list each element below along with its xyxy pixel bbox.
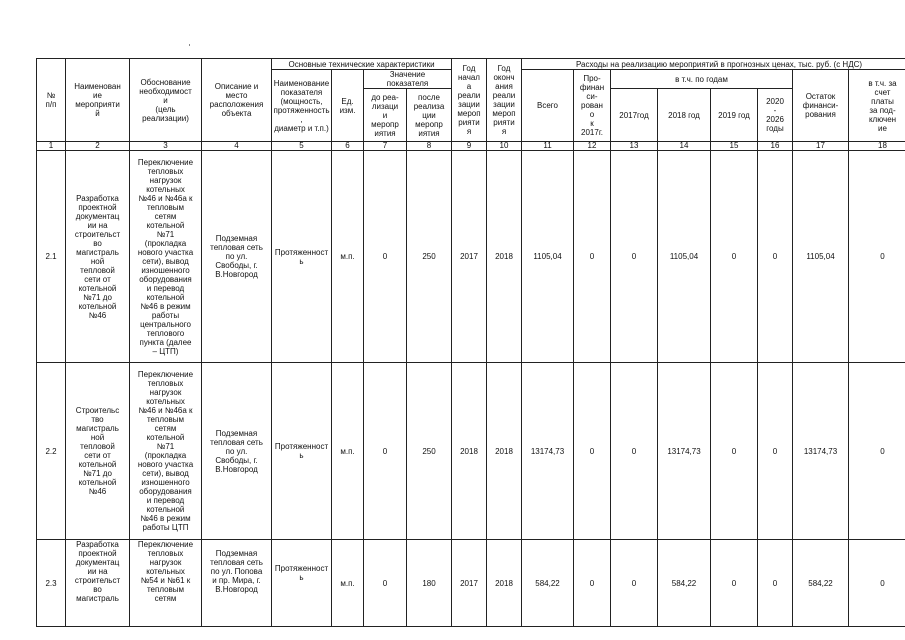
row-before: 0	[364, 363, 407, 540]
column-number: 16	[758, 142, 793, 151]
row-2020-2026: 0	[758, 540, 793, 627]
row-2019: 0	[711, 540, 758, 627]
column-number: 13	[611, 142, 658, 151]
row-indicator: Протяженност ь	[272, 363, 332, 540]
column-number: 17	[793, 142, 849, 151]
row-description: Подземная тепловая сеть по ул. Свободы, г. В.Новгород	[202, 151, 272, 363]
row-indicator: Протяженност ь	[272, 540, 332, 627]
column-number: 12	[574, 142, 611, 151]
row-after: 180	[407, 540, 452, 627]
row-connection-fee: 0	[849, 540, 905, 627]
row-2019: 0	[711, 363, 758, 540]
header-2020-2026: 2020 - 2026 годы	[758, 89, 793, 142]
row-year-end: 2018	[487, 540, 522, 627]
row-after: 250	[407, 363, 452, 540]
row-unit: м.п.	[332, 363, 364, 540]
column-number: 6	[332, 142, 364, 151]
row-2019: 0	[711, 151, 758, 363]
header-group-value: Значение показателя	[364, 70, 452, 89]
row-num: 2.3	[37, 540, 66, 627]
row-name: Разработка проектной документац ии на строительст во магистраль ной тепловой сети от котельной №71 до котельной №46	[66, 151, 130, 363]
header-unit: Ед. изм.	[332, 70, 364, 142]
header-num: № п/п	[37, 59, 66, 142]
row-num: 2.1	[37, 151, 66, 363]
row-year-start: 2018	[452, 363, 487, 540]
column-number: 14	[658, 142, 711, 151]
row-description: Подземная тепловая сеть по ул. Попова и пр. Мира, г. В.Новгород	[202, 540, 272, 627]
column-number: 7	[364, 142, 407, 151]
column-number: 15	[711, 142, 758, 151]
column-number: 11	[522, 142, 574, 151]
header-after: после реализа ции меропр иятия	[407, 89, 452, 142]
row-connection-fee: 0	[849, 151, 905, 363]
column-number-row	[37, 142, 905, 151]
header-connection-fee: в т.ч. за счет платы за под- ключен ие	[849, 70, 905, 142]
table-row	[37, 151, 905, 363]
row-financed-2017: 0	[574, 540, 611, 627]
row-2018: 584,22	[658, 540, 711, 627]
row-remaining: 13174,73	[793, 363, 849, 540]
row-before: 0	[364, 540, 407, 627]
column-number: 3	[130, 142, 202, 151]
row-unit: м.п.	[332, 540, 364, 627]
row-reason: Переключение тепловых нагрузок котельных №46 и №46а к тепловым сетям котельной №71 (прокладка нового участка сети), вывод изношенного оборудования и перевод котельной №46 в режим работы ЦТП	[130, 363, 202, 540]
header-financed-2017: Про- финан си- рован о к 2017г.	[574, 70, 611, 142]
table-row	[37, 363, 905, 540]
column-number: 1	[37, 142, 66, 151]
header-group-tech: Основные технические характеристики	[272, 59, 452, 70]
row-name: Разработка проектной документац ии на строительст во магистраль	[66, 540, 130, 627]
row-total: 584,22	[522, 540, 574, 627]
header-reason: Обоснование необходимост и (цель реализации)	[130, 59, 202, 142]
table-row	[37, 540, 905, 627]
row-total: 13174,73	[522, 363, 574, 540]
row-year-start: 2017	[452, 151, 487, 363]
column-number: 10	[487, 142, 522, 151]
row-reason: Переключение тепловых нагрузок котельных №46 и №46а к тепловым сетям котельной №71 (прокладка нового участка сети), вывод изношенного оборудования и перевод котельной №46 в режим работы центрального теплового пункта (далее – ЦТП)	[130, 151, 202, 363]
row-indicator: Протяженност ь	[272, 151, 332, 363]
row-num: 2.2	[37, 363, 66, 540]
header-2017: 2017год	[611, 89, 658, 142]
header-group-years: в т.ч. по годам	[611, 70, 793, 89]
column-number: 8	[407, 142, 452, 151]
header-description: Описание и место расположения объекта	[202, 59, 272, 142]
header-total: Всего	[522, 70, 574, 142]
row-financed-2017: 0	[574, 151, 611, 363]
header-year-end: Год оконч ания реали зации мероп рияти я	[487, 59, 522, 142]
header-year-start: Год начал а реали зации мероп рияти я	[452, 59, 487, 142]
row-financed-2017: 0	[574, 363, 611, 540]
row-2018: 13174,73	[658, 363, 711, 540]
row-year-end: 2018	[487, 151, 522, 363]
row-connection-fee: 0	[849, 363, 905, 540]
row-2020-2026: 0	[758, 363, 793, 540]
column-number: 18	[849, 142, 905, 151]
header-before: до реа- лизаци и меропр иятия	[364, 89, 407, 142]
row-remaining: 584,22	[793, 540, 849, 627]
measures-table	[36, 58, 905, 627]
column-number: 2	[66, 142, 130, 151]
row-name: Строительс тво магистраль ной тепловой сети от котельной №71 до котельной №46	[66, 363, 130, 540]
header-name: Наименован ие мероприяти й	[66, 59, 130, 142]
row-unit: м.п.	[332, 151, 364, 363]
header-row-1	[37, 59, 905, 70]
column-number: 9	[452, 142, 487, 151]
row-2020-2026: 0	[758, 151, 793, 363]
row-reason: Переключение тепловых нагрузок котельных №54 и №61 к тепловым сетям	[130, 540, 202, 627]
row-after: 250	[407, 151, 452, 363]
row-year-end: 2018	[487, 363, 522, 540]
header-group-costs: Расходы на реализацию мероприятий в прогнозных ценах, тыс. руб. (с НДС)	[522, 59, 905, 70]
header-2019: 2019 год	[711, 89, 758, 142]
row-2017: 0	[611, 363, 658, 540]
column-number: 4	[202, 142, 272, 151]
header-indicator: Наименование показателя (мощность, протяженность , диаметр и т.п.)	[272, 70, 332, 142]
header-2018: 2018 год	[658, 89, 711, 142]
row-description: Подземная тепловая сеть по ул. Свободы, г. В.Новгород	[202, 363, 272, 540]
row-2017: 0	[611, 151, 658, 363]
row-2018: 1105,04	[658, 151, 711, 363]
row-before: 0	[364, 151, 407, 363]
row-year-start: 2017	[452, 540, 487, 627]
row-remaining: 1105,04	[793, 151, 849, 363]
scan-speck	[189, 44, 190, 46]
header-remaining: Остаток финанси- рования	[793, 70, 849, 142]
row-total: 1105,04	[522, 151, 574, 363]
row-2017: 0	[611, 540, 658, 627]
column-number: 5	[272, 142, 332, 151]
